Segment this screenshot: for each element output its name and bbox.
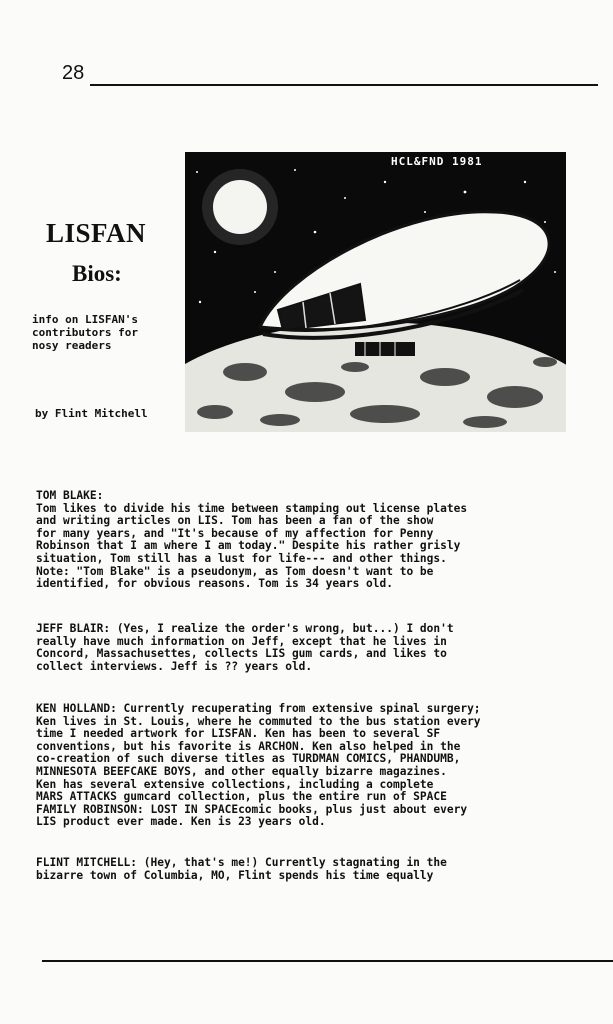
tagline-line: info on LISFAN's	[32, 313, 138, 326]
bio-line: LIS product ever made. Ken is 23 years old.	[36, 815, 326, 829]
bio-line: co-creation of such diverse titles as TURDMAN COMICS, PHANDUMB,	[36, 752, 461, 766]
bio-line: FLINT MITCHELL: (Hey, that's me!) Currently stagnating in the	[36, 856, 447, 869]
bio-line: identified, for obvious reasons. Tom is 34 years old.	[36, 577, 393, 591]
article-subtitle: Bios:	[72, 261, 122, 286]
bio-line: and writing articles on LIS. Tom has been a fan of the show	[36, 514, 434, 528]
bio-line: JEFF BLAIR: (Yes, I realize the order's wrong, but...) I don't	[36, 622, 454, 635]
bio-line: Ken lives in St. Louis, where he commuted to the bus station every	[36, 714, 481, 728]
bio-line: KEN HOLLAND: Currently recuperating from extensive spinal surgery;	[36, 702, 481, 715]
bio-line: TOM BLAKE:	[36, 489, 104, 502]
bio-line: time I needed artwork for LISFAN. Ken has been to several SF	[36, 727, 441, 741]
bio-line: MARS ATTACKS gumcard collection, plus the entire run of SPACE	[36, 790, 447, 804]
bio-line: Robinson that I am where I am today." Despite his rather grisly	[36, 539, 461, 553]
header-rule	[90, 84, 598, 86]
article-title: LISFAN	[46, 218, 147, 248]
artist-signature: HCL&FND 1981	[391, 155, 483, 168]
bio-line: Note: "Tom Blake" is a pseudonym, as Tom doesn't want to be	[36, 564, 434, 578]
bio-line: bizarre town of Columbia, MO, Flint spends his time equally	[36, 868, 434, 882]
spaceship-drawing	[185, 152, 566, 432]
bio-flint-mitchell	[36, 857, 576, 882]
article-tagline	[32, 313, 182, 352]
bio-line: situation, Tom still has a lust for life--- and other things.	[36, 551, 447, 565]
bio-line: collect interviews. Jeff is ?? years old.	[36, 659, 313, 673]
bio-line: really have much information on Jeff, except that he lives in	[36, 634, 447, 648]
bio-line: MINNESOTA BEEFCAKE BOYS, and other equally bizarre magazines.	[36, 764, 447, 778]
bio-ken-holland	[36, 703, 576, 829]
bio-line: Tom likes to divide his time between stamping out license plates	[36, 501, 468, 515]
bio-line: FAMILY ROBINSON: LOST IN SPACEcomic books, plus just about every	[36, 802, 468, 816]
bio-jeff-blair	[36, 623, 576, 673]
footer-rule	[42, 960, 613, 962]
tagline-line: nosy readers	[32, 339, 112, 352]
bio-line: conventions, but his favorite is ARCHON. Ken also helped in the	[36, 739, 461, 753]
star	[213, 180, 267, 234]
bio-line: for many years, and "It's because of my affection for Penny	[36, 526, 434, 540]
bio-line: Concord, Massachusettes, collects LIS gum cards, and likes to	[36, 647, 447, 661]
byline: by Flint Mitchell	[35, 407, 148, 420]
spaceship-illustration	[185, 152, 566, 432]
bio-tom-blake	[36, 490, 576, 591]
tagline-line: contributors for	[32, 326, 138, 339]
bio-line: Ken has several extensive collections, including a complete	[36, 777, 434, 791]
page-number: 28	[62, 62, 85, 84]
